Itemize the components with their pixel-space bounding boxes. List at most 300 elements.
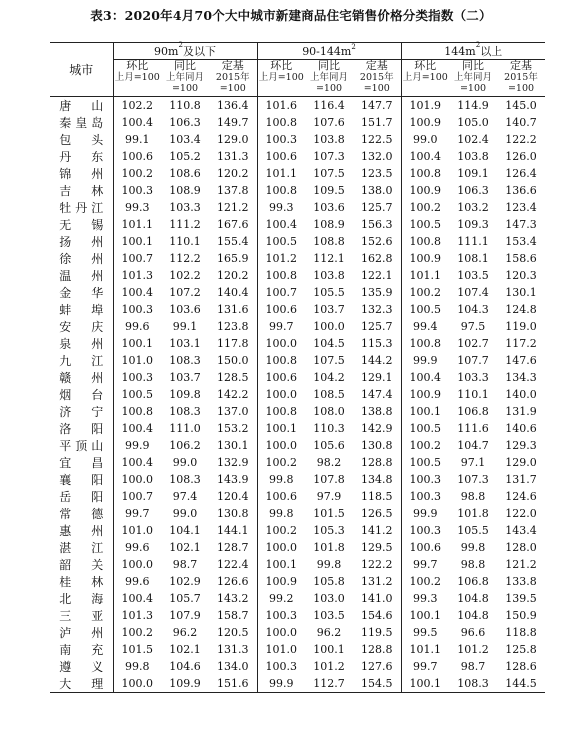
table-row: [50, 318, 545, 335]
index-value: 99.6: [113, 573, 161, 590]
index-value: 107.8: [313, 473, 345, 486]
index-value: 140.0: [505, 388, 537, 401]
index-value: 100.1: [401, 403, 449, 420]
index-value: 100.9: [401, 182, 449, 199]
index-value: 112.2: [169, 252, 201, 265]
index-value: 99.1: [172, 320, 198, 333]
table-row: [50, 250, 545, 267]
table-row: [50, 471, 545, 488]
index-value: 118.8: [505, 626, 537, 639]
index-value: 103.0: [313, 592, 345, 605]
index-value: 131.9: [505, 405, 537, 418]
index-value: 147.7: [361, 99, 393, 112]
index-value: 135.9: [361, 286, 393, 299]
index-value: 105.7: [169, 592, 201, 605]
city-name: 桂林: [59, 575, 104, 589]
index-value: 111.2: [169, 218, 201, 231]
index-value: 100.0: [313, 320, 345, 333]
index-value: 99.2: [257, 590, 305, 607]
index-value: 99.7: [113, 505, 161, 522]
index-value: 100.1: [401, 675, 449, 693]
index-value: 125.7: [361, 201, 393, 214]
index-value: 108.3: [169, 354, 201, 367]
index-value: 100.7: [113, 488, 161, 505]
sub-header-mom: 环比: [113, 60, 161, 73]
index-value: 107.5: [313, 354, 345, 367]
index-value: 158.7: [217, 609, 249, 622]
table-row: [50, 522, 545, 539]
index-value: 124.6: [505, 490, 537, 503]
index-value: 101.1: [401, 641, 449, 658]
index-value: 100.9: [401, 114, 449, 131]
index-value: 129.1: [361, 371, 393, 384]
index-value: 100.3: [401, 522, 449, 539]
city-name: 南充: [59, 643, 104, 657]
index-value: 136.6: [505, 184, 537, 197]
index-value: 138.0: [361, 184, 393, 197]
index-value: 117.2: [505, 337, 537, 350]
index-value: 103.7: [313, 303, 345, 316]
index-value: 105.3: [313, 524, 345, 537]
index-value: 129.0: [217, 133, 249, 146]
index-value: 100.8: [401, 335, 449, 352]
index-value: 100.6: [257, 148, 305, 165]
index-value: 104.7: [457, 439, 489, 452]
index-value: 100.3: [257, 131, 305, 148]
city-name: 泉州: [59, 337, 104, 351]
index-value: 101.5: [113, 641, 161, 658]
index-value: 137.8: [217, 184, 249, 197]
index-value: 109.3: [457, 218, 489, 231]
city-name: 岳阳: [59, 490, 104, 504]
index-value: 100.4: [113, 454, 161, 471]
index-value: 142.2: [217, 388, 249, 401]
index-value: 100.7: [113, 250, 161, 267]
index-value: 110.1: [169, 235, 201, 248]
index-value: 101.6: [257, 97, 305, 115]
index-value: 102.4: [457, 133, 489, 146]
index-value: 100.4: [113, 284, 161, 301]
sub-header-base: 定基: [221, 59, 244, 72]
table-row: [50, 131, 545, 148]
sub-note-base: 2015​年=100: [497, 72, 545, 97]
index-value: 100.5: [401, 454, 449, 471]
index-value: 120.2: [217, 269, 249, 282]
index-value: 107.3: [457, 473, 489, 486]
table-row: [50, 556, 545, 573]
index-value: 99.5: [401, 624, 449, 641]
table-row: [50, 182, 545, 199]
index-value: 121.2: [217, 201, 249, 214]
index-value: 100.6: [401, 539, 449, 556]
city-name: 蚌埠: [59, 303, 104, 317]
index-value: 96.6: [460, 626, 486, 639]
index-value: 100.0: [257, 335, 305, 352]
index-value: 158.6: [505, 252, 537, 265]
index-value: 105.8: [313, 575, 345, 588]
index-value: 117.8: [217, 337, 249, 350]
city-name: 平顶山: [59, 439, 104, 453]
sub-header-base: 定基: [365, 59, 388, 72]
index-value: 120.2: [217, 167, 249, 180]
index-value: 145.0: [505, 99, 537, 112]
index-value: 110.3: [313, 422, 345, 435]
index-value: 128.0: [505, 541, 537, 554]
index-value: 122.4: [217, 558, 249, 571]
index-value: 102.7: [457, 337, 489, 350]
index-value: 107.5: [313, 167, 345, 180]
index-value: 100.8: [257, 267, 305, 284]
city-name: 温州: [59, 269, 104, 283]
index-value: 130.8: [361, 439, 393, 452]
table-row: [50, 641, 545, 658]
sub-note-mom: 上月=100: [401, 72, 449, 97]
index-value: 122.2: [505, 133, 537, 146]
index-value: 126.0: [505, 150, 537, 163]
index-value: 125.7: [361, 320, 393, 333]
index-value: 128.8: [361, 456, 393, 469]
index-value: 98.8: [460, 558, 486, 571]
index-value: 112.7: [305, 675, 353, 693]
index-value: 141.0: [361, 592, 393, 605]
index-value: 100.6: [257, 301, 305, 318]
sub-note-yoy: 上年同​月=100: [161, 72, 209, 97]
index-value: 99.3: [113, 199, 161, 216]
index-value: 104.6: [169, 660, 201, 673]
index-value: 99.9: [257, 675, 305, 693]
index-value: 109.5: [313, 184, 345, 197]
index-value: 100.3: [257, 658, 305, 675]
index-value: 133.8: [505, 575, 537, 588]
index-value: 100.6: [257, 488, 305, 505]
index-value: 100.1: [257, 556, 305, 573]
index-value: 142.9: [361, 422, 393, 435]
index-value: 99.7: [257, 318, 305, 335]
index-value: 126.6: [217, 575, 249, 588]
index-value: 131.3: [217, 643, 249, 656]
index-value: 100.0: [257, 437, 305, 454]
index-value: 143.9: [217, 473, 249, 486]
index-value: 99.8: [257, 471, 305, 488]
sub-header-mom: 环比: [257, 60, 305, 73]
index-value: 100.3: [113, 369, 161, 386]
index-value: 100.0: [257, 386, 305, 403]
index-value: 103.3: [457, 371, 489, 384]
index-value: 131.6: [217, 303, 249, 316]
index-value: 100.2: [113, 165, 161, 182]
index-value: 100.1: [113, 335, 161, 352]
city-name: 常德: [59, 507, 104, 521]
index-value: 132.0: [361, 150, 393, 163]
index-value: 119.0: [505, 320, 537, 333]
table-row: [50, 386, 545, 403]
index-value: 144.5: [497, 675, 545, 693]
index-value: 101.8: [313, 541, 345, 554]
index-value: 103.8: [457, 150, 489, 163]
index-value: 107.7: [457, 354, 489, 367]
index-value: 107.9: [169, 609, 201, 622]
index-value: 128.7: [217, 541, 249, 554]
index-value: 126.5: [361, 507, 393, 520]
index-value: 101.5: [313, 507, 345, 520]
table-row: [50, 573, 545, 590]
index-value: 98.2: [316, 456, 342, 469]
index-value: 150.0: [217, 354, 249, 367]
index-value: 100.1: [113, 233, 161, 250]
city-name: 唐山: [59, 99, 104, 113]
index-value: 101.2: [457, 643, 489, 656]
sub-note-yoy: 上年同​月=100: [305, 72, 353, 97]
city-name: 惠州: [59, 524, 104, 538]
table-row: [50, 539, 545, 556]
index-value: 98.8: [460, 490, 486, 503]
table-row: [50, 590, 545, 607]
table-row: [50, 267, 545, 284]
group-header-large: $144m^2$以上: [401, 43, 545, 60]
index-value: 100.2: [401, 573, 449, 590]
index-value: 103.3: [169, 201, 201, 214]
index-value: 104.1: [169, 524, 201, 537]
index-value: 107.6: [313, 116, 345, 129]
index-value: 105.0: [457, 116, 489, 129]
index-value: 103.5: [313, 609, 345, 622]
sub-note-mom: 上月=100: [257, 72, 305, 97]
index-value: 101.3: [113, 607, 161, 624]
index-value: 155.4: [217, 235, 249, 248]
index-value: 97.4: [172, 490, 198, 503]
sub-header-yoy: 同比: [174, 59, 196, 72]
city-name: 济宁: [59, 405, 104, 419]
index-value: 100.3: [257, 607, 305, 624]
price-index-table: [50, 42, 545, 693]
index-value: 104.5: [313, 337, 345, 350]
index-value: 128.5: [217, 371, 249, 384]
index-value: 137.0: [217, 405, 249, 418]
index-value: 100.5: [401, 216, 449, 233]
index-value: 111.1: [457, 235, 489, 248]
index-value: 100.0: [113, 556, 161, 573]
index-value: 147.4: [361, 388, 393, 401]
index-value: 99.9: [401, 352, 449, 369]
index-value: 100.1: [257, 420, 305, 437]
index-value: 99.9: [401, 505, 449, 522]
index-value: 130.1: [505, 286, 537, 299]
index-value: 105.6: [313, 439, 345, 452]
index-value: 104.3: [457, 303, 489, 316]
city-name: 泸州: [59, 626, 104, 640]
index-value: 156.3: [361, 218, 393, 231]
sub-header-yoy: 同比: [462, 59, 484, 72]
city-name: 秦皇岛: [59, 116, 104, 130]
sub-header-base: 定基: [510, 59, 532, 72]
index-value: 122.0: [505, 507, 537, 520]
index-value: 130.8: [217, 507, 249, 520]
index-value: 99.8: [460, 541, 486, 554]
index-value: 136.4: [217, 99, 249, 112]
index-value: 120.3: [505, 269, 537, 282]
table-row: [50, 675, 545, 693]
city-name: 遵义: [59, 660, 104, 674]
index-value: 100.3: [113, 301, 161, 318]
index-value: 130.1: [217, 439, 249, 452]
index-value: 153.4: [505, 235, 537, 248]
index-value: 98.7: [172, 558, 198, 571]
city-name: 韶关: [59, 558, 104, 572]
index-value: 100.8: [401, 233, 449, 250]
index-value: 149.7: [217, 116, 249, 129]
index-value: 122.5: [361, 133, 393, 146]
index-value: 101.1: [401, 267, 449, 284]
index-value: 122.2: [361, 558, 393, 571]
index-value: 108.1: [457, 252, 489, 265]
index-value: 147.6: [505, 354, 537, 367]
index-value: 96.2: [316, 626, 342, 639]
index-value: 100.4: [257, 216, 305, 233]
index-value: 122.1: [361, 269, 393, 282]
city-name: 安庆: [59, 320, 104, 334]
index-value: 108.3: [449, 675, 497, 693]
index-value: 103.8: [313, 133, 345, 146]
index-value: 120.4: [217, 490, 249, 503]
index-value: 116.4: [313, 99, 345, 112]
city-name: 烟台: [59, 388, 104, 402]
index-value: 103.1: [169, 337, 201, 350]
index-value: 99.8: [257, 505, 305, 522]
index-value: 99.3: [257, 199, 305, 216]
table-row: [50, 301, 545, 318]
index-value: 165.9: [217, 252, 249, 265]
index-value: 100.0: [257, 539, 305, 556]
index-value: 103.8: [313, 269, 345, 282]
index-value: 101.9: [401, 97, 449, 115]
index-value: 106.3: [457, 184, 489, 197]
index-value: 128.6: [505, 660, 537, 673]
index-value: 100.2: [401, 199, 449, 216]
index-value: 100.2: [257, 454, 305, 471]
city-name: 赣州: [59, 371, 104, 385]
index-value: 100.8: [401, 165, 449, 182]
index-value: 129.5: [361, 541, 393, 554]
index-value: 100.2: [401, 284, 449, 301]
table-row: [50, 114, 545, 131]
index-value: 97.9: [316, 490, 342, 503]
index-value: 108.6: [169, 167, 201, 180]
index-value: 97.1: [460, 456, 486, 469]
index-value: 108.3: [169, 473, 201, 486]
city-name: 包头: [59, 133, 104, 147]
index-value: 100.8: [113, 403, 161, 420]
index-value: 100.5: [257, 233, 305, 250]
index-value: 134.0: [217, 660, 249, 673]
index-value: 101.1: [257, 165, 305, 182]
index-value: 99.8: [316, 558, 342, 571]
index-value: 99.9: [113, 437, 161, 454]
index-value: 100.2: [401, 437, 449, 454]
sub-note-yoy: 上年同​月=100: [449, 72, 497, 97]
index-value: 101.3: [113, 267, 161, 284]
city-name: 吉林: [59, 184, 104, 198]
index-value: 110.1: [457, 388, 489, 401]
index-value: 107.4: [457, 286, 489, 299]
index-value: 143.4: [505, 524, 537, 537]
city-name: 牡丹江: [59, 201, 104, 215]
index-value: 139.5: [505, 592, 537, 605]
index-value: 100.8: [257, 182, 305, 199]
index-value: 110.8: [169, 99, 201, 112]
index-value: 125.8: [505, 643, 537, 656]
index-value: 101.8: [457, 507, 489, 520]
index-value: 153.2: [217, 422, 249, 435]
index-value: 108.9: [313, 218, 345, 231]
city-name: 无锡: [59, 218, 104, 232]
city-name: 北海: [59, 592, 104, 606]
index-value: 100.9: [257, 573, 305, 590]
city-name: 扬州: [59, 235, 104, 249]
index-value: 106.8: [457, 405, 489, 418]
index-value: 143.2: [217, 592, 249, 605]
city-name: 徐州: [59, 252, 104, 266]
index-value: 100.2: [257, 522, 305, 539]
city-name: 襄阳: [59, 473, 104, 487]
index-value: 103.7: [169, 371, 201, 384]
index-value: 99.3: [401, 590, 449, 607]
index-value: 134.8: [361, 473, 393, 486]
index-value: 131.7: [505, 473, 537, 486]
index-value: 99.0: [172, 507, 198, 520]
index-value: 123.5: [361, 167, 393, 180]
index-value: 121.2: [505, 558, 537, 571]
index-value: 132.9: [217, 456, 249, 469]
index-value: 108.8: [313, 235, 345, 248]
table-row: [50, 658, 545, 675]
index-value: 128.8: [361, 643, 393, 656]
table-row: [50, 420, 545, 437]
index-value: 100.4: [113, 420, 161, 437]
index-value: 101.0: [257, 641, 305, 658]
table-row: [50, 454, 545, 471]
index-value: 102.2: [113, 97, 161, 115]
index-value: 101.0: [113, 522, 161, 539]
table-row: [50, 403, 545, 420]
index-value: 99.6: [113, 318, 161, 335]
index-value: 102.1: [169, 643, 201, 656]
index-value: 104.2: [313, 371, 345, 384]
index-value: 144.1: [217, 524, 249, 537]
city-name: 湛江: [59, 541, 104, 555]
index-value: 109.1: [457, 167, 489, 180]
group-header-medium: $90-144m^2$: [257, 43, 401, 60]
index-value: 124.8: [505, 303, 537, 316]
index-value: 140.7: [505, 116, 537, 129]
table-title: 表3：2020年4月70个大中城市新建商品住宅销售价格分类指数（二）: [90, 8, 492, 23]
index-value: 154.6: [361, 609, 393, 622]
index-value: 100.2: [113, 624, 161, 641]
table-row: [50, 216, 545, 233]
city-name: 锦州: [59, 167, 104, 181]
table-row: [50, 352, 545, 369]
table-row: [50, 369, 545, 386]
index-value: 100.3: [113, 182, 161, 199]
index-value: 162.8: [361, 252, 393, 265]
city-header: 城市: [50, 43, 113, 97]
index-value: 100.3: [401, 488, 449, 505]
index-value: 99.6: [113, 539, 161, 556]
index-value: 115.3: [361, 337, 393, 350]
index-value: 105.5: [313, 286, 345, 299]
index-value: 105.2: [169, 150, 201, 163]
index-value: 109.8: [169, 388, 201, 401]
city-name: 大理: [59, 677, 104, 691]
